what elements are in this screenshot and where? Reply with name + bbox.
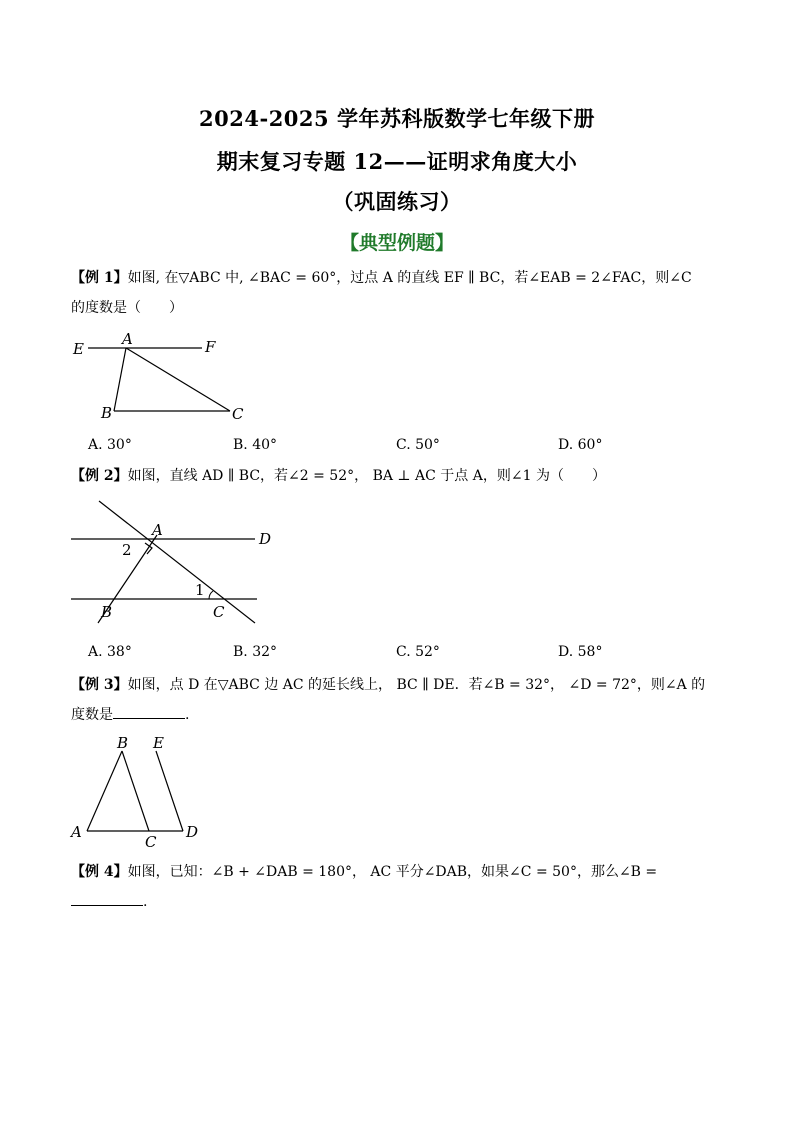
answer-blank[interactable] bbox=[113, 703, 185, 719]
option-b[interactable]: B. 32° bbox=[233, 644, 278, 660]
question-2-text: 如图，直线 AD ∥ BC，若∠2 = 52°， BA ⊥ AC 于点 A，则∠1 为（ ） bbox=[127, 468, 606, 484]
question-4-text-end: . bbox=[143, 894, 148, 910]
doc-title-line3: （巩固练习） bbox=[332, 189, 462, 214]
section-title: 【典型例题】 bbox=[339, 232, 454, 254]
option-d[interactable]: D. 60° bbox=[558, 437, 603, 453]
angle-2-label: 2 bbox=[122, 541, 132, 559]
label-E: E bbox=[153, 734, 164, 752]
label-F: F bbox=[205, 338, 216, 356]
question-3-text-line1: 如图，点 D 在▽ABC 边 AC 的延长线上， BC ∥ DE．若∠B = 32°， ∠D = 72°，则∠A 的 bbox=[127, 677, 706, 693]
doc-title-line2: 期末复习专题 12——证明求角度大小 bbox=[216, 149, 578, 174]
label-A: A bbox=[152, 521, 163, 539]
option-c[interactable]: C. 50° bbox=[396, 437, 440, 453]
question-3-figure bbox=[65, 733, 215, 853]
question-4-text-line1: 如图，已知：∠B + ∠DAB = 180°， AC 平分∠DAB，如果∠C = 50°，那么∠B = bbox=[127, 864, 658, 880]
question-4-tag: 【例 4】 bbox=[71, 864, 128, 880]
label-B: B bbox=[101, 603, 113, 621]
doc-title-line1: 2024-2025 学年苏科版数学七年级下册 bbox=[199, 106, 595, 131]
angle-1-label: 1 bbox=[195, 581, 205, 599]
question-2-figure bbox=[65, 495, 285, 630]
question-3-text-end: . bbox=[185, 707, 190, 723]
label-A: A bbox=[122, 330, 133, 348]
question-3-text-line2: 度数是 bbox=[71, 707, 113, 723]
question-2 bbox=[71, 461, 731, 491]
label-C: C bbox=[145, 833, 157, 851]
question-2-tag: 【例 2】 bbox=[71, 468, 128, 484]
label-D: D bbox=[259, 530, 272, 548]
option-a[interactable]: A. 30° bbox=[88, 437, 132, 453]
label-B: B bbox=[101, 404, 113, 422]
option-c[interactable]: C. 52° bbox=[396, 644, 440, 660]
question-3 bbox=[71, 670, 731, 730]
question-1-text-line2: 的度数是（ ） bbox=[71, 300, 183, 316]
label-B: B bbox=[117, 734, 129, 752]
label-A: A bbox=[71, 823, 82, 841]
option-b[interactable]: B. 40° bbox=[233, 437, 278, 453]
question-1-text-line1: 如图, 在▽ABC 中, ∠BAC = 60°，过点 A 的直线 EF ∥ BC，若∠EAB = 2∠FAC，则∠C bbox=[127, 270, 692, 286]
question-4 bbox=[71, 857, 731, 917]
question-1-figure bbox=[70, 330, 260, 425]
label-E: E bbox=[73, 340, 84, 358]
option-a[interactable]: A. 38° bbox=[88, 644, 132, 660]
answer-blank[interactable] bbox=[71, 890, 143, 906]
label-D: D bbox=[186, 823, 199, 841]
option-d[interactable]: D. 58° bbox=[558, 644, 603, 660]
question-1-tag: 【例 1】 bbox=[71, 270, 128, 286]
label-C: C bbox=[213, 603, 225, 621]
label-C: C bbox=[232, 405, 244, 423]
question-1 bbox=[71, 263, 731, 323]
question-3-tag: 【例 3】 bbox=[71, 677, 128, 693]
